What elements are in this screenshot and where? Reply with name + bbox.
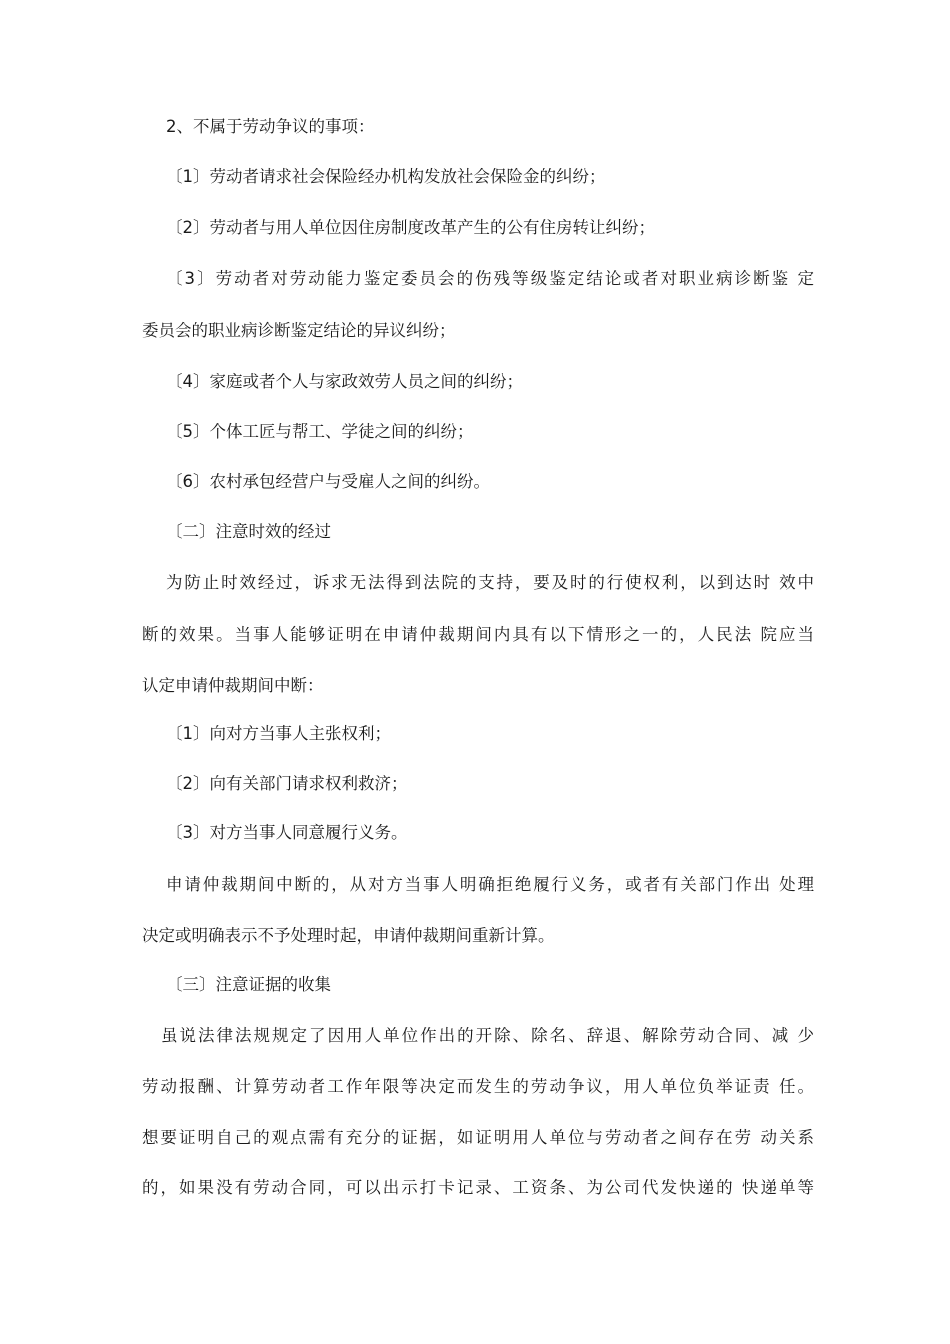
paragraph-recalc-line-2: 决定或明确表示不予处理时起，申请仲裁期间重新计算。 bbox=[142, 926, 555, 945]
section-heading-3: 〔三〕注意证据的收集 bbox=[166, 975, 331, 994]
paragraph-limitation-line-1: 为防止时效经过，诉求无法得到法院的支持，要及时的行使权利，以到达时 效中 bbox=[166, 573, 814, 592]
paragraph-limitation-line-2: 断的效果。当事人能够证明在申请仲裁期间内具有以下情形之一的，人民法 院应当 bbox=[142, 625, 814, 644]
line-item-3-part-1: 〔3〕劳动者对劳动能力鉴定委员会的伤残等级鉴定结论或者对职业病诊断鉴 定 bbox=[166, 269, 814, 288]
line-item-2: 〔2〕劳动者与用人单位因住房制度改革产生的公有住房转让纠纷； bbox=[166, 218, 655, 237]
paragraph-evidence-line-3: 想要证明自己的观点需有充分的证据，如证明用人单位与劳动者之间存在劳 动关系 bbox=[142, 1128, 814, 1147]
line-item-4: 〔4〕家庭或者个人与家政效劳人员之间的纠纷； bbox=[166, 372, 523, 391]
paragraph-recalc-line-1: 申请仲裁期间中断的，从对方当事人明确拒绝履行义务，或者有关部门作出 处理 bbox=[166, 875, 814, 894]
line-interrupt-item-2: 〔2〕向有关部门请求权利救济； bbox=[166, 774, 408, 793]
line-interrupt-item-1: 〔1〕向对方当事人主张权利； bbox=[166, 724, 391, 743]
section-heading-2: 〔二〕注意时效的经过 bbox=[166, 522, 331, 541]
line-item-3-part-2: 委员会的职业病诊断鉴定结论的异议纠纷； bbox=[142, 321, 456, 340]
line-item-1: 〔1〕劳动者请求社会保险经办机构发放社会保险金的纠纷； bbox=[166, 167, 606, 186]
paragraph-evidence-line-2: 劳动报酬、计算劳动者工作年限等决定而发生的劳动争议，用人单位负举证责 任。 bbox=[142, 1077, 814, 1096]
paragraph-evidence-line-1: 虽说法律法规规定了因用人单位作出的开除、除名、辞退、解除劳动合同、减 少 bbox=[161, 1026, 814, 1045]
line-interrupt-item-3: 〔3〕对方当事人同意履行义务。 bbox=[166, 823, 408, 842]
line-item-6: 〔6〕农村承包经营户与受雇人之间的纠纷。 bbox=[166, 472, 490, 491]
paragraph-evidence-line-4: 的，如果没有劳动合同，可以出示打卡记录、工资条、为公司代发快递的 快递单等 bbox=[142, 1178, 814, 1197]
line-heading-item-2: 2、不属于劳动争议的事项： bbox=[166, 117, 375, 136]
paragraph-limitation-line-3: 认定申请仲裁期间中断： bbox=[142, 676, 324, 695]
line-item-5: 〔5〕个体工匠与帮工、学徒之间的纠纷； bbox=[166, 422, 474, 441]
